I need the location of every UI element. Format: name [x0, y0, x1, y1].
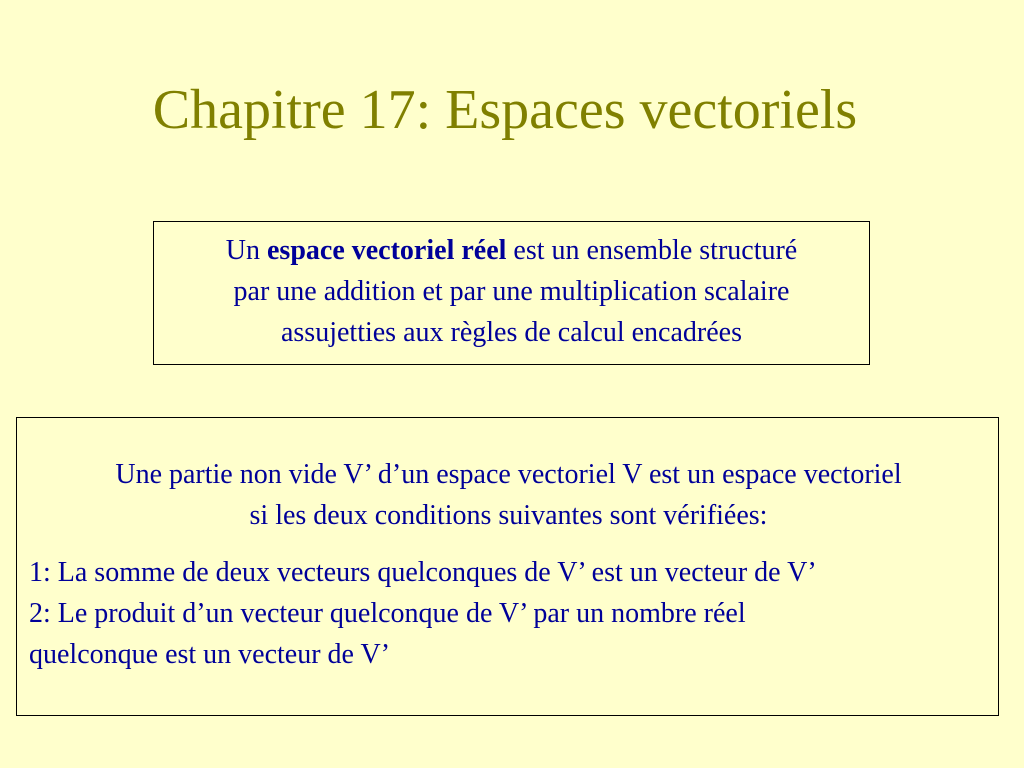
- subspace-intro-line-1: Une partie non vide V’ d’un espace vectoriel V est un espace vectoriel: [115, 459, 902, 490]
- condition-2-line-1: 2: Le produit d’un vecteur quelconque de V’ par un nombre réel: [29, 598, 746, 629]
- slide-title: Chapitre 17: Espaces vectoriels: [152, 79, 858, 141]
- condition-1: 1: La somme de deux vecteurs quelconques de V’ est un vecteur de V’: [29, 557, 817, 588]
- subspace-intro: [29, 454, 988, 536]
- definition-line-3: assujetties aux règles de calcul encadrées: [280, 317, 742, 348]
- definition-line-1: [154, 230, 869, 271]
- definition-prefix: Un: [225, 235, 267, 266]
- subspace-conditions-box: [16, 417, 999, 716]
- subspace-intro-line-2: si les deux conditions suivantes sont vérifiées:: [249, 500, 768, 531]
- definition-line-2: par une addition et par une multiplication scalaire: [233, 276, 790, 307]
- condition-2-line-2: quelconque est un vecteur de V’: [29, 639, 391, 670]
- definition-line-1-rest: est un ensemble structuré: [506, 235, 798, 266]
- definition-term: espace vectoriel réel: [267, 235, 507, 266]
- definition-box: [153, 221, 870, 365]
